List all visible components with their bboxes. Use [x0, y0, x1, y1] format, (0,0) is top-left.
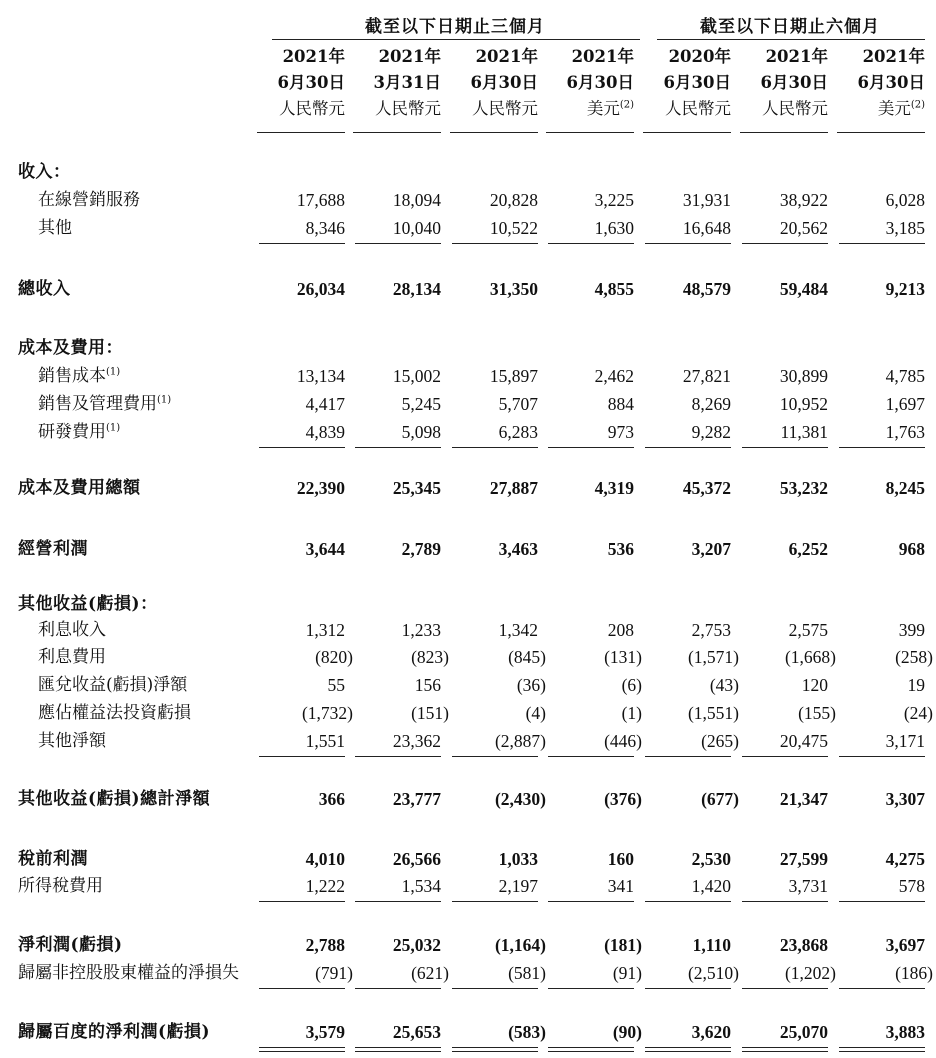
- row-label-text: 所得稅費用: [18, 876, 103, 896]
- row-label: [38, 214, 72, 242]
- row-label: [38, 390, 171, 418]
- column-currency: [739, 96, 828, 122]
- table-cell: 48,579: [682, 279, 731, 299]
- table-cell: (446): [604, 731, 642, 751]
- row-label: [38, 643, 106, 671]
- column-header-rule: [546, 132, 634, 133]
- subtotal-rule: [452, 756, 538, 757]
- table-cell: (258): [895, 647, 933, 667]
- column-header-rule: [450, 132, 538, 133]
- table-cell: 208: [607, 620, 634, 640]
- table-cell: 3,225: [594, 190, 634, 210]
- table-cell: 341: [607, 876, 634, 896]
- subtotal-rule: [548, 243, 634, 244]
- subtotal-rule: [355, 243, 441, 244]
- column-date: 6月30日: [663, 73, 731, 92]
- table-cell: 10,522: [489, 218, 538, 238]
- subtotal-rule: [645, 756, 731, 757]
- row-label: [18, 845, 88, 873]
- table-row: [0, 275, 936, 303]
- footnote-marker: (1): [106, 422, 121, 434]
- table-cell: 1,551: [305, 731, 345, 751]
- column-header: [830, 44, 925, 122]
- table-row: [0, 590, 936, 618]
- footnote-marker: (1): [157, 394, 172, 406]
- table-cell: 23,868: [779, 935, 828, 955]
- column-year: 2020年: [668, 47, 731, 66]
- table-row: [0, 785, 936, 813]
- table-cell: 1,033: [498, 849, 538, 869]
- column-currency-label: 人民幣元: [665, 99, 731, 118]
- table-cell: 3,307: [885, 789, 925, 809]
- table-cell: 20,562: [779, 218, 828, 238]
- table-row: [0, 699, 936, 727]
- row-label: [38, 699, 191, 727]
- table-cell: 3,644: [305, 539, 345, 559]
- table-cell: 13,134: [296, 366, 345, 386]
- table-cell: (1,202): [784, 963, 836, 983]
- table-cell: 2,197: [498, 876, 538, 896]
- table-cell: 3,171: [885, 731, 925, 751]
- table-cell: 4,855: [594, 279, 634, 299]
- table-cell: 5,098: [401, 422, 441, 442]
- table-cell: 20,475: [779, 731, 828, 751]
- column-group-title: 截至以下日期止六個月: [700, 17, 880, 37]
- table-cell: (4): [525, 703, 546, 723]
- subtotal-rule: [742, 901, 828, 902]
- subtotal-rule: [355, 988, 441, 989]
- table-cell: 4,275: [885, 849, 925, 869]
- table-cell: 20,828: [489, 190, 538, 210]
- double-underline: [548, 1047, 634, 1052]
- subtotal-rule: [645, 988, 731, 989]
- double-underline: [259, 1047, 345, 1052]
- subtotal-rule: [645, 901, 731, 902]
- row-label-text: 其他淨額: [38, 731, 106, 751]
- column-date: 6月30日: [277, 73, 345, 92]
- column-currency: [352, 96, 441, 122]
- row-label: [38, 418, 120, 446]
- table-cell: (91): [612, 963, 642, 983]
- table-row: [0, 872, 936, 900]
- table-cell: 25,070: [779, 1022, 828, 1042]
- table-cell: (1,164): [494, 935, 546, 955]
- table-cell: 3,207: [691, 539, 731, 559]
- table-cell: (376): [604, 789, 642, 809]
- table-cell: 8,245: [885, 478, 925, 498]
- row-label-text: 利息費用: [38, 647, 106, 667]
- column-year: 2021年: [862, 47, 925, 66]
- row-label: [18, 275, 71, 303]
- footnote-marker: (1): [106, 366, 121, 378]
- table-cell: (581): [508, 963, 546, 983]
- column-currency: [545, 96, 634, 122]
- table-cell: 9,213: [885, 279, 925, 299]
- table-cell: 21,347: [779, 789, 828, 809]
- table-row: [0, 1018, 936, 1046]
- row-label: [18, 474, 141, 502]
- table-cell: 399: [898, 620, 925, 640]
- table-cell: (1): [621, 703, 642, 723]
- table-cell: (2,510): [687, 963, 739, 983]
- row-label-text: 研發費用: [38, 422, 106, 442]
- column-currency: [642, 96, 731, 122]
- subtotal-rule: [259, 243, 345, 244]
- table-cell: 1,630: [594, 218, 634, 238]
- column-header: [539, 44, 634, 122]
- column-header-rule: [353, 132, 441, 133]
- subtotal-rule: [839, 447, 925, 448]
- table-cell: 9,282: [691, 422, 731, 442]
- table-cell: 11,381: [780, 422, 828, 442]
- table-cell: (823): [411, 647, 449, 667]
- column-currency: [836, 96, 925, 122]
- table-row: [0, 671, 936, 699]
- row-label: [38, 671, 187, 699]
- row-label-text: 成本及費用總額: [18, 478, 141, 498]
- subtotal-rule: [548, 756, 634, 757]
- row-label-text: 利息收入: [38, 620, 106, 640]
- table-cell: 1,697: [885, 394, 925, 414]
- table-row: [0, 845, 936, 873]
- table-cell: 8,346: [305, 218, 345, 238]
- table-cell: 1,312: [305, 620, 345, 640]
- table-cell: (265): [701, 731, 739, 751]
- column-currency-label: 人民幣元: [279, 99, 345, 118]
- table-cell: 45,372: [682, 478, 731, 498]
- column-year: 2021年: [765, 47, 828, 66]
- table-cell: (1,571): [687, 647, 739, 667]
- column-year: 2021年: [282, 47, 345, 66]
- table-cell: 10,040: [392, 218, 441, 238]
- row-label: [38, 616, 106, 644]
- column-date: 6月30日: [566, 73, 634, 92]
- table-cell: (181): [604, 935, 642, 955]
- table-cell: 4,785: [885, 366, 925, 386]
- table-cell: 25,032: [392, 935, 441, 955]
- column-year: 2021年: [475, 47, 538, 66]
- table-cell: 38,922: [779, 190, 828, 210]
- table-cell: 16,648: [682, 218, 731, 238]
- row-label-text: 收入：: [18, 162, 71, 182]
- row-label-text: 在線營銷服務: [38, 190, 140, 210]
- table-cell: 2,753: [691, 620, 731, 640]
- table-cell: (1,732): [301, 703, 353, 723]
- column-date: 6月30日: [857, 73, 925, 92]
- column-currency: [256, 96, 345, 122]
- table-cell: 10,952: [779, 394, 828, 414]
- table-row: [0, 362, 936, 390]
- row-label: [18, 872, 103, 900]
- table-row: [0, 186, 936, 214]
- subtotal-rule: [742, 756, 828, 757]
- row-label-text: 淨利潤(虧損): [18, 935, 123, 955]
- double-underline: [839, 1047, 925, 1052]
- table-cell: 4,319: [594, 478, 634, 498]
- table-cell: 968: [898, 539, 925, 559]
- column-currency-note: (2): [910, 99, 925, 111]
- table-cell: 973: [607, 422, 634, 442]
- column-header-rule: [643, 132, 731, 133]
- subtotal-rule: [645, 243, 731, 244]
- subtotal-rule: [355, 901, 441, 902]
- table-cell: 4,417: [305, 394, 345, 414]
- column-header: [733, 44, 828, 122]
- table-cell: 3,579: [305, 1022, 345, 1042]
- table-cell: 6,028: [885, 190, 925, 210]
- table-row: [0, 334, 936, 362]
- table-cell: 15,897: [489, 366, 538, 386]
- table-cell: 1,534: [401, 876, 441, 896]
- table-cell: 53,232: [779, 478, 828, 498]
- double-underline: [452, 1047, 538, 1052]
- table-cell: 2,789: [401, 539, 441, 559]
- table-cell: (621): [411, 963, 449, 983]
- table-cell: 2,462: [594, 366, 634, 386]
- table-cell: 3,731: [788, 876, 828, 896]
- subtotal-rule: [742, 447, 828, 448]
- row-label: [18, 158, 71, 186]
- table-cell: 26,566: [392, 849, 441, 869]
- table-cell: 19: [907, 675, 925, 695]
- column-header-rule: [837, 132, 925, 133]
- table-cell: 5,245: [401, 394, 441, 414]
- table-cell: 28,134: [392, 279, 441, 299]
- row-label-text: 銷售及管理費用: [38, 394, 157, 414]
- table-cell: (24): [903, 703, 933, 723]
- column-header: [250, 44, 345, 122]
- table-cell: 3,620: [691, 1022, 731, 1042]
- table-cell: (583): [508, 1022, 546, 1042]
- row-label: [18, 959, 239, 987]
- double-underline: [645, 1047, 731, 1052]
- table-cell: 26,034: [296, 279, 345, 299]
- table-cell: (90): [612, 1022, 642, 1042]
- subtotal-rule: [452, 901, 538, 902]
- table-cell: (2,430): [494, 789, 546, 809]
- table-cell: 3,185: [885, 218, 925, 238]
- row-label: [38, 727, 106, 755]
- table-cell: 1,222: [305, 876, 345, 896]
- table-cell: (6): [621, 675, 642, 695]
- table-cell: (791): [315, 963, 353, 983]
- double-underline: [742, 1047, 828, 1052]
- table-cell: 25,345: [392, 478, 441, 498]
- table-row: [0, 390, 936, 418]
- column-group-title: 截至以下日期止三個月: [365, 17, 545, 37]
- table-cell: 578: [898, 876, 925, 896]
- table-row: [0, 418, 936, 446]
- row-label-text: 歸屬非控股股東權益的淨損失: [18, 963, 239, 983]
- table-cell: 1,233: [401, 620, 441, 640]
- table-cell: (820): [315, 647, 353, 667]
- table-row: [0, 643, 936, 671]
- subtotal-rule: [548, 901, 634, 902]
- row-label: [18, 1018, 210, 1046]
- subtotal-rule: [259, 901, 345, 902]
- table-cell: (845): [508, 647, 546, 667]
- row-label-text: 其他收益(虧損)總計淨額: [18, 789, 211, 809]
- table-cell: 3,883: [885, 1022, 925, 1042]
- column-currency: [449, 96, 538, 122]
- table-cell: 18,094: [392, 190, 441, 210]
- table-row: [0, 214, 936, 242]
- row-label: [18, 931, 123, 959]
- table-cell: 3,697: [885, 935, 925, 955]
- table-cell: (131): [604, 647, 642, 667]
- column-header: [346, 44, 441, 122]
- table-row: [0, 727, 936, 755]
- row-label-text: 銷售成本: [38, 366, 106, 386]
- subtotal-rule: [742, 988, 828, 989]
- table-cell: 25,653: [392, 1022, 441, 1042]
- column-currency-note: (2): [619, 99, 634, 111]
- table-cell: 59,484: [779, 279, 828, 299]
- column-header-rule: [740, 132, 828, 133]
- row-label-text: 匯兌收益(虧損)淨額: [38, 675, 188, 695]
- table-cell: 5,707: [498, 394, 538, 414]
- table-cell: (1,668): [784, 647, 836, 667]
- table-cell: 2,575: [788, 620, 828, 640]
- subtotal-rule: [839, 901, 925, 902]
- table-cell: (43): [709, 675, 739, 695]
- column-date: 6月30日: [760, 73, 828, 92]
- table-cell: 156: [414, 675, 441, 695]
- table-cell: 22,390: [296, 478, 345, 498]
- subtotal-rule: [839, 756, 925, 757]
- subtotal-rule: [259, 756, 345, 757]
- row-label: [38, 186, 140, 214]
- row-label-text: 稅前利潤: [18, 849, 88, 869]
- subtotal-rule: [355, 447, 441, 448]
- subtotal-rule: [452, 243, 538, 244]
- table-cell: 6,252: [788, 539, 828, 559]
- row-label-text: 應佔權益法投資虧損: [38, 703, 191, 723]
- subtotal-rule: [548, 988, 634, 989]
- row-label: [18, 785, 210, 813]
- row-label: [38, 362, 120, 390]
- row-label-text: 其他收益(虧損)：: [18, 594, 158, 614]
- table-cell: (155): [798, 703, 836, 723]
- row-label-text: 其他: [38, 218, 72, 238]
- row-label: [18, 535, 88, 563]
- table-cell: (677): [701, 789, 739, 809]
- table-cell: (2,887): [494, 731, 546, 751]
- subtotal-rule: [839, 243, 925, 244]
- column-currency-label: 美元: [877, 99, 911, 118]
- column-currency-label: 美元: [586, 99, 620, 118]
- subtotal-rule: [452, 447, 538, 448]
- table-cell: 1,763: [885, 422, 925, 442]
- table-cell: 15,002: [392, 366, 441, 386]
- column-currency-label: 人民幣元: [472, 99, 538, 118]
- table-cell: 1,420: [691, 876, 731, 896]
- subtotal-rule: [452, 988, 538, 989]
- table-row: [0, 959, 936, 987]
- column-group-rule: [657, 39, 925, 40]
- table-cell: 366: [318, 789, 345, 809]
- row-label: [18, 334, 123, 362]
- row-label: [18, 590, 158, 618]
- row-label-text: 歸屬百度的淨利潤(虧損): [18, 1022, 211, 1042]
- row-label-text: 總收入: [18, 279, 71, 299]
- column-group-rule: [272, 39, 640, 40]
- table-cell: 2,530: [691, 849, 731, 869]
- table-cell: 27,599: [779, 849, 828, 869]
- table-row: [0, 931, 936, 959]
- table-cell: 1,342: [498, 620, 538, 640]
- column-header: [636, 44, 731, 122]
- double-underline: [355, 1047, 441, 1052]
- table-row: [0, 535, 936, 563]
- table-cell: 160: [607, 849, 634, 869]
- table-cell: (151): [411, 703, 449, 723]
- subtotal-rule: [259, 447, 345, 448]
- table-cell: (36): [516, 675, 546, 695]
- column-header-rule: [257, 132, 345, 133]
- table-row: [0, 158, 936, 186]
- column-header: [443, 44, 538, 122]
- subtotal-rule: [548, 447, 634, 448]
- column-date: 6月30日: [470, 73, 538, 92]
- table-cell: 2,788: [305, 935, 345, 955]
- table-cell: 31,350: [489, 279, 538, 299]
- table-cell: (186): [895, 963, 933, 983]
- table-cell: 27,887: [489, 478, 538, 498]
- subtotal-rule: [839, 988, 925, 989]
- table-cell: 120: [801, 675, 828, 695]
- subtotal-rule: [742, 243, 828, 244]
- table-cell: 27,821: [682, 366, 731, 386]
- table-cell: 3,463: [498, 539, 538, 559]
- column-year: 2021年: [378, 47, 441, 66]
- table-cell: 1,110: [692, 935, 731, 955]
- table-cell: 536: [607, 539, 634, 559]
- table-cell: 4,010: [305, 849, 345, 869]
- column-currency-label: 人民幣元: [762, 99, 828, 118]
- subtotal-rule: [259, 988, 345, 989]
- subtotal-rule: [645, 447, 731, 448]
- row-label-text: 成本及費用：: [18, 338, 123, 358]
- table-row: [0, 616, 936, 644]
- table-cell: 6,283: [498, 422, 538, 442]
- table-cell: 8,269: [691, 394, 731, 414]
- table-cell: 30,899: [779, 366, 828, 386]
- table-cell: 4,839: [305, 422, 345, 442]
- table-cell: 31,931: [682, 190, 731, 210]
- table-cell: 884: [607, 394, 634, 414]
- column-currency-label: 人民幣元: [375, 99, 441, 118]
- column-year: 2021年: [571, 47, 634, 66]
- column-date: 3月31日: [373, 73, 441, 92]
- table-cell: (1,551): [687, 703, 739, 723]
- table-cell: 17,688: [296, 190, 345, 210]
- table-cell: 23,362: [392, 731, 441, 751]
- table-cell: 55: [327, 675, 345, 695]
- subtotal-rule: [355, 756, 441, 757]
- table-cell: 23,777: [392, 789, 441, 809]
- table-row: [0, 474, 936, 502]
- row-label-text: 經營利潤: [18, 539, 88, 559]
